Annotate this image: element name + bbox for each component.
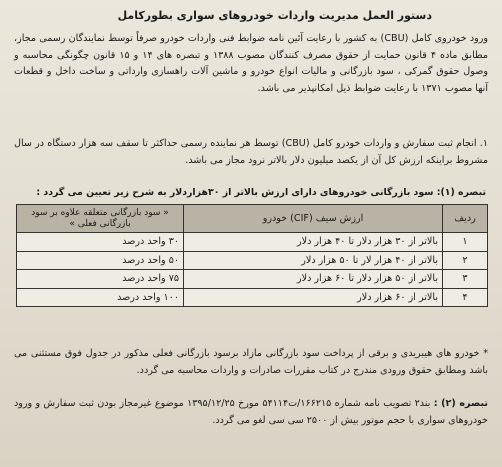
note-1-text: سود بازرگانی خودروهای دارای ارزش بالاتر از ۳۰هزاردلار به شرح زیر تعیین می گردد :	[36, 187, 434, 198]
row-profit: ۳۰ واحد درصد	[17, 233, 184, 252]
table-row	[17, 288, 488, 307]
row-profit: ۷۵ واحد درصد	[17, 270, 184, 289]
row-code: ۳	[443, 270, 488, 289]
table-row	[17, 233, 488, 252]
row-profit: ۱۰۰ واحد درصد	[17, 288, 184, 307]
note-2	[14, 396, 488, 429]
header-cif: ارزش سیف (CIF) خودرو	[184, 205, 443, 233]
row-cif: بالاتر از ۳۰ هزار دلار تا ۴۰ هزار دلار	[184, 233, 443, 252]
item-1-paragraph: ۱. انجام ثبت سفارش و واردات خودرو کامل (CBU) توسط هر نماینده رسمی حداکثر تا سقف سه هزار دستگاه در سال مشروط براینکه ارزش کل آن از یکصد میلیون دلار بالاتر نرود مجاز می باشد.	[14, 138, 489, 166]
header-profit: « سود بازرگانی متعلقه علاوه بر سود بازرگانی فعلی »	[17, 205, 184, 233]
row-profit: ۵۰ واحد درصد	[17, 251, 184, 270]
intro-paragraph: ورود خودروی کامل (CBU) به کشور با رعایت آئین نامه ضوابط فنی واردات خودرو صرفاً توسط نمایندگان رسمی مجاز، مطابق ماده ۴ قانون حمایت از حقوق مصرف کنندگان مصوب ۱۳۸۸ و تبصره های ۱۴ و ۱۵ قانون چگونگی محاسبه و وصول حقوق گمرکی ، سود بازرگانی و مالیات انواع خودرو و ماشین آلات راهسازی وارداتی و ساخت داخل و قطعات آنها مصوب ۱۳۷۱ با رعایت ضوابط ذیل امکانپذیر می باشد.	[14, 33, 489, 94]
note-2-label: تبصره (۲) :	[433, 398, 488, 409]
row-code: ۴	[443, 288, 488, 307]
note-2-text: بند۲ تصویب نامه شماره ۱۶۶۲۱۵/ت۵۴۱۱۴ مورخ ۱۳۹۵/۱۲/۲۵ موضوع غیرمجاز بودن ثبت سفارش و ورود خودروهای سواری با حجم موتور بیش از ۲۵۰۰ سی سی لغو می گردد.	[14, 398, 488, 426]
note-1-label: تبصره (۱):	[436, 187, 486, 198]
header-code: ردیف	[443, 205, 488, 233]
row-cif: بالاتر از ۵۰ هزار دلار تا ۶۰ هزار دلار	[184, 270, 443, 289]
table-row	[17, 270, 488, 289]
hybrid-exemption-note: * خودرو های هیبریدی و برقی از پرداخت سود بازرگانی مازاد برسود بازرگانی فعلی مذکور در جدول فوق مستثنی می باشد ومطابق حقوق ورودی مندرج در کتاب مقررات صادرات و واردات محاسبه می گردد.	[14, 348, 488, 376]
row-code: ۲	[443, 251, 488, 270]
table-header-row	[17, 205, 488, 233]
row-cif: بالاتر از ۴۰ هزار لار تا ۵۰ هزار دلار	[184, 251, 443, 270]
table-row	[17, 251, 488, 270]
tariff-table	[16, 204, 488, 307]
row-code: ۱	[443, 233, 488, 252]
row-cif: بالاتر از ۶۰ هزار دلار	[184, 288, 443, 307]
document-title: دستور العمل مدیریت واردات خودروهای سواری بطورکامل	[117, 9, 432, 22]
note-1	[14, 187, 486, 198]
